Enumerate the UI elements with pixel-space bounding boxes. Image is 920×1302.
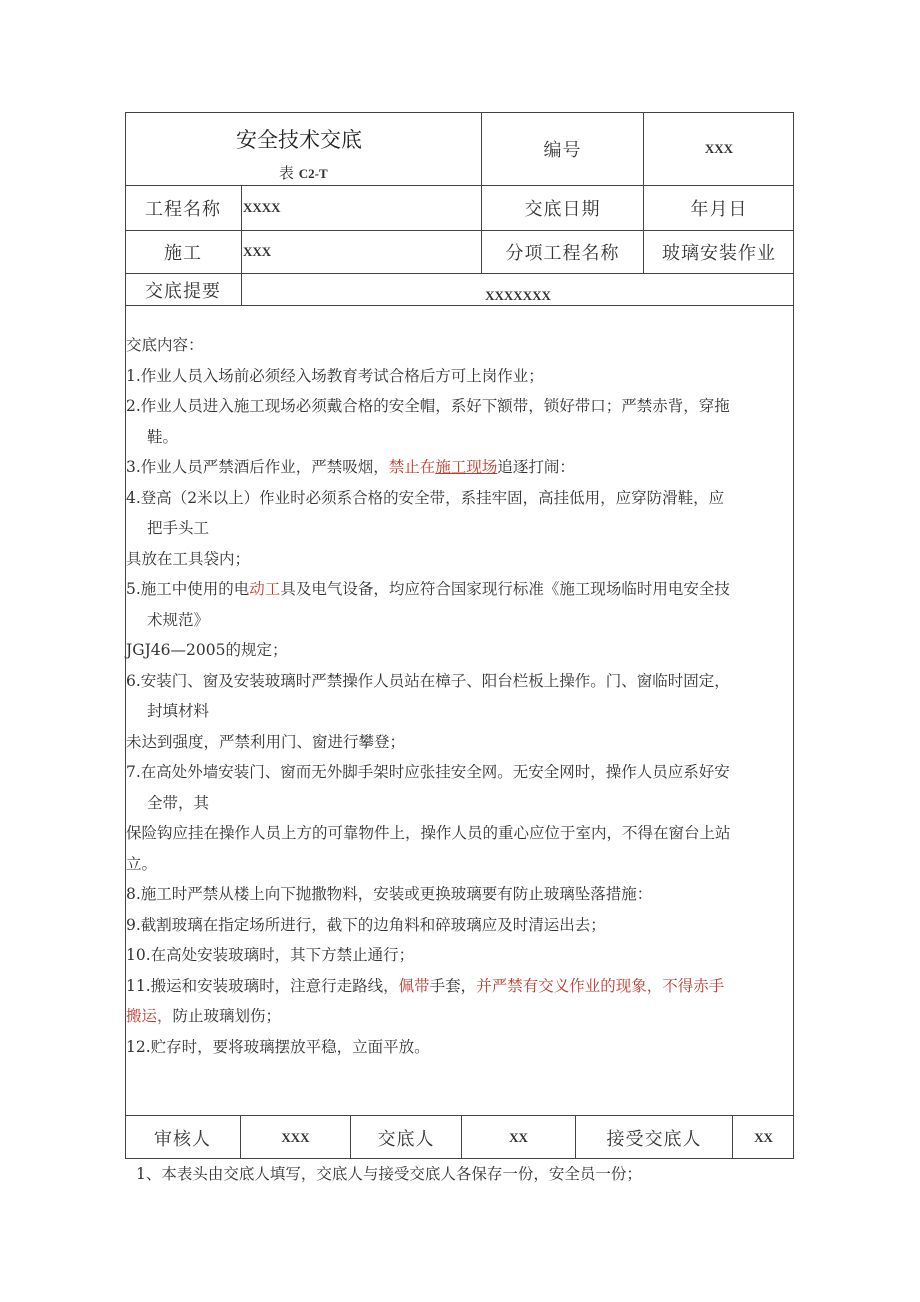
content-item-5-cont: 术规范》: [147, 610, 210, 629]
item11-highlight: 并严禁有交义作业的现象，不得赤手: [476, 976, 725, 995]
item3-part: 3.作业人员严禁酒后作业，严禁吸烟，: [126, 458, 389, 476]
content-item-4-cont: 把手头工: [147, 519, 210, 537]
item11-part: 防止玻璃划伤；: [172, 1007, 282, 1025]
form-title: 安全技术交底: [236, 128, 362, 152]
item3-highlight: 施工现场: [435, 458, 498, 476]
number-label: 编号: [543, 139, 582, 161]
project-name-value: XXXX: [243, 200, 281, 215]
subproject-label: 分项工程名称: [505, 243, 620, 264]
content-item-6-cont2: 未达到强度，严禁利用门、窗进行攀登；: [126, 732, 406, 751]
receiver-value: XX: [754, 1129, 773, 1145]
item3-highlight: 禁止在: [388, 458, 436, 476]
content-item-2-cont: 鞋。: [147, 427, 179, 446]
item11-part: 手套，: [429, 976, 477, 995]
item5-highlight: 动工: [249, 580, 281, 598]
content-item-12: 12.贮存时，要将玻璃摆放平稳，立面平放。: [126, 1037, 430, 1056]
content-item-4: 4.登高（2米以上）作业时必须系合格的安全带，系挂牢固，高挂低用，应穿防滑鞋，应: [126, 488, 725, 507]
content-item-3: [126, 452, 791, 483]
content-item-6: 6.安装门、窗及安装玻璃时严禁操作人员站在樟子、阳台栏板上操作。门、窗临时固定，: [126, 671, 730, 690]
content-item-7: 7.在高处外墙安装门、窗而无外脚手架时应张挂安全网。无安全网时，操作人员应系好安: [126, 763, 730, 781]
presenter-label: 交底人: [377, 1128, 435, 1150]
summary-label: 交底提要: [145, 280, 221, 302]
item5-part: 具及电气设备，均应符合国家现行标准《施工现场临时用电安全技: [280, 580, 730, 598]
summary-value: XXXXXXX: [485, 288, 551, 303]
item11-highlight: 搬运，: [126, 1007, 173, 1025]
date-value: 年月日: [690, 199, 748, 220]
content-item-6-cont: 封填材料: [147, 702, 210, 720]
subproject-value: 玻璃安装作业: [662, 243, 776, 264]
content-item-2: 2.作业人员进入施工现场必须戴合格的安全帽，系好下额带，锁好带口；严禁赤背，穿拖: [126, 397, 730, 415]
form-code: [279, 162, 328, 183]
item11-highlight: 佩带: [398, 976, 430, 995]
form-code-value: C2-T: [298, 166, 328, 181]
content-item-7-cont: 全带，其: [147, 793, 210, 812]
content-item-5-cont2: JGJ46—2005的规定；: [126, 641, 288, 659]
item5-part: 5.施工中使用的电: [126, 580, 250, 598]
briefing-content: [126, 330, 791, 1062]
construction-label: 施工: [164, 243, 202, 264]
content-item-8: 8.施工时严禁从楼上向下抛撒物料，安装或更换玻璃要有防止玻璃坠落措施：: [126, 885, 653, 903]
construction-value: XXX: [243, 244, 272, 259]
number-value: XXX: [704, 140, 734, 156]
receiver-label: 接受交底人: [606, 1128, 702, 1150]
reviewer-value: XXX: [281, 1129, 310, 1145]
form-code-prefix: 表: [279, 164, 295, 182]
content-item-11: [126, 971, 791, 1002]
content-item-11-cont: [126, 1001, 791, 1032]
content-item-10: 10.在高处安装玻璃时，其下方禁止通行；: [126, 946, 415, 964]
reviewer-label: 审核人: [154, 1128, 211, 1150]
content-heading: 交底内容：: [126, 336, 204, 354]
item3-part: 追逐打闹：: [497, 458, 575, 476]
footnote: 1、本表头由交底人填写，交底人与接受交底人各保存一份，安全员一份；: [136, 1165, 642, 1183]
item11-part: 11.搬运和安装玻璃时，注意行走路线，: [126, 976, 399, 995]
content-item-1: 1.作业人员入场前必须经入场教育考试合格后方可上岗作业；: [126, 366, 544, 385]
presenter-value: XX: [509, 1129, 528, 1145]
date-label: 交底日期: [524, 199, 601, 220]
content-item-7-cont2: 保险钩应挂在操作人员上方的可靠物件上，操作人员的重心应位于室内，不得在窗台上站: [126, 824, 731, 842]
content-item-4-cont2: 具放在工具袋内；: [126, 549, 251, 568]
content-item-5: [126, 574, 791, 605]
project-name-label: 工程名称: [145, 199, 221, 220]
content-item-9: 9.截割玻璃在指定场所进行，截下的边角料和碎玻璃应及时清运出去；: [126, 915, 606, 934]
content-item-7-cont3: 立。: [126, 854, 158, 873]
